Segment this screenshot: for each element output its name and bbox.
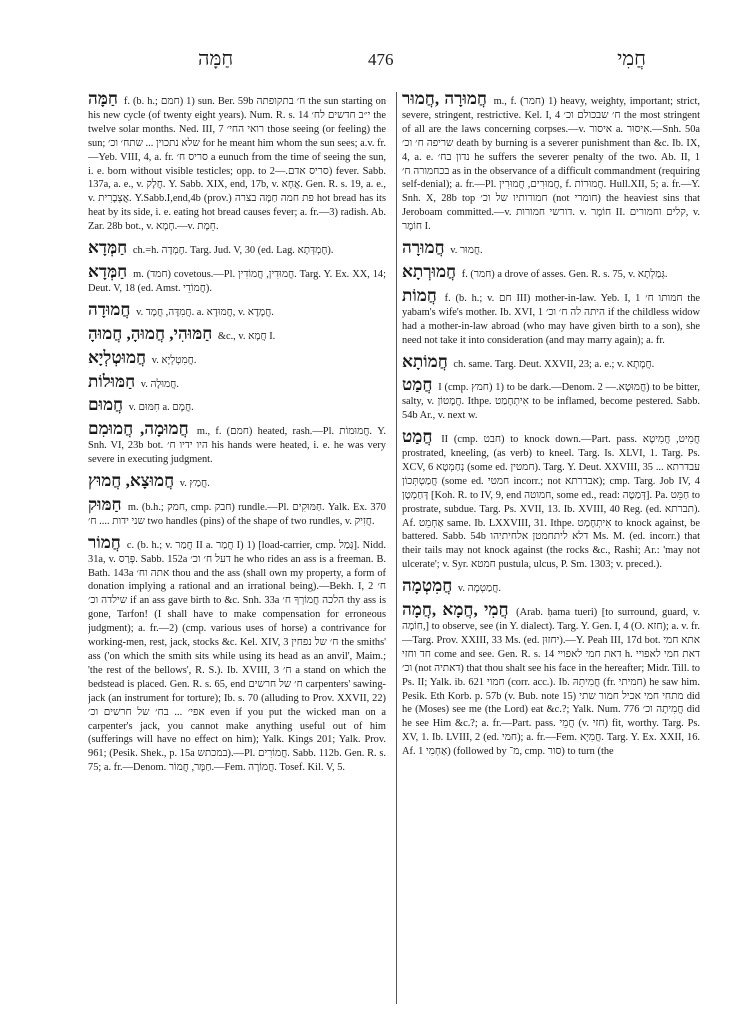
entry-headword: חֲמוּרְתָא xyxy=(402,261,457,281)
entry-headword: חַמּוּק xyxy=(88,494,122,514)
entry-definition: I (cmp. חמץ) 1) to be dark.—Denom. חֲמוּטָא.— 2) to be bitter, salty, v. חֲמָטוֹן. Ithpe. אִיתְחָמַט to be inflamed, become pestered. Sabb. 54b Ar., v. next w. xyxy=(402,382,700,422)
entry-definition: v. חִמּוּם a. חֲמָם. xyxy=(128,402,194,414)
entry-headword: חֲמוּצָא, חֲמוּץ xyxy=(88,471,175,491)
dictionary-entry xyxy=(402,376,700,423)
dictionary-entry xyxy=(88,373,386,392)
entry-headword: חֲמוֹר xyxy=(88,532,121,552)
entry-headword: חֲמוּמָה, חֲמוּמִם xyxy=(88,419,189,439)
dictionary-entry xyxy=(402,428,700,572)
dictionary-entry xyxy=(88,325,386,344)
entry-definition: v. חֲמִדָּה, חֲמָד. a. חֲמוּדָא, v. חֲמָדָא. xyxy=(136,306,274,318)
dictionary-entry xyxy=(402,601,700,759)
entry-headword: חֲמַט xyxy=(402,375,433,395)
entry-definition: m., f. (חמם) heated, rash.—Pl. חֲמוּמוֹת. Y. Snh. VI, 23b bot. היו ידיו ח׳ his hands were heated, i. e. he was very severe in executing judgment. xyxy=(88,426,386,466)
entry-headword: חַמּוּלוֹת xyxy=(88,371,136,391)
entry-definition: f. (b. h.; v. חם III) mother-in-law. Yeb. I, 1 חמותו ח׳ the yabam's wife's mother. Ib. XVI, 1 היתה לה ח׳ וכ׳ if the childless widow had a mother-in-law abroad (who may have given birth to a son), she need not take it into consideration (and may marry again); a. fr. xyxy=(402,292,700,346)
entry-headword: חֲמוּרָה ,חֲמוּר xyxy=(402,90,487,108)
entry-definition: m. (b.h.; חמק, cmp. חבק) rundle.—Pl. חַמּוּקִים. Yalk. Ex. 370 שני ידות .... ח׳ two handles (pins) of the shape of two rundles, v. חֲזִיק. xyxy=(88,501,386,527)
dictionary-entry xyxy=(88,239,386,258)
entry-definition: v. חֲמוּר. xyxy=(450,245,483,257)
dictionary-entry xyxy=(88,496,386,529)
dictionary-entry xyxy=(402,263,700,282)
page-header xyxy=(88,44,706,72)
entry-headword: חֲמוּם xyxy=(88,395,124,415)
entry-definition: m., f. (חמר) 1) heavy, weighty, important; strict, severe, stringent, restrictive. Kel. I, 4 ח׳ שבכולם וכ׳ the most stringent of all are the laws concerning corpses.—v. איסור a. אִיסוּר.—Snh. 50a שריפה ח׳ וכ׳ death by burning is a severer punishment than &c. Ib. IX, 4, a. e. נדון בח׳ he suffers the severer penalty of the two. Ab. II, 1 בכחמורה ח׳ as in the observance of a difficult commandment (requiring self-denial); a. fr.—Pl. חֲמוּרִים, חֲמוּרִין, f. חֲמוּרוֹת. Hull.XII, 5; a. fr.—Y. Snh. X, 28b top חמורותיו של וכ׳ (not חומרי) the heaviest sins that Jeroboam committed.—v. דורשי חמורות. v. חוֹמֶר II. קלים וחמורים, v. חוֹמֶר I. xyxy=(402,96,700,233)
entry-headword: חֲמוּדָה xyxy=(88,299,131,319)
entry-definition: f. (b. h.; חמם) 1) sun. Ber. 59b ח׳ בתקופתה the sun starting on his new cycle (of twenty eight years). Num. R. s. 14 י״ב חדשים לח׳ the twelve solar months. Ned. III, 7 רואי החי׳ those seeing (or feeling) the sun; שלא נתכוין ... שתח׳ וכ׳ for he meant him whom the sun sees; a.v. fr.—Yeb. VIII, 4, a. fr. סריס ח׳ a eunuch from the time of seeing the sun, i. e. born without visible testicles; opp. to סריס אדם.—2) fever. Sabb. 137a, a. e., v. חֲלָק. Y. Sabb. XIX, end, 17b, v. אֲחָא. Gen. R. s. 19, a. e., v. אֲצְבָרִית. Y.Sabb.I,end,4b (prov.) פת חמה חַמָּה בצרה hot bread has its heat by its side, i. e. eating hot bread causes fever; a. fr.—3) radish. Ab. Zar. 28b bot., v. חָמָא.—v. חֵמָת. xyxy=(88,96,386,233)
entry-definition: v. חֲמוּלָה. xyxy=(140,378,179,390)
entry-headword: חַמְּדָא xyxy=(88,261,128,281)
entry-headword: חֲמוֹת xyxy=(402,285,437,305)
right-column xyxy=(402,90,700,1005)
entry-definition: II (cmp. חבט) to knock down.—Part. pass. חֲמִיט, חֲמִיטָא prostrated, kneeling, (as verb) to kneel. Targ. Is. XLVI, 1. Targ. Ps. XCV, 6 נְחַמְטָא (some ed. חמטין). Targ. Y. Deut. XXVIII, 35 עבדרתא ... חֲמַטְתְּכוֹן (some ed. חמטי incorr.; not אבדרתא); cmp. Targ. Job IV, 4 דָּחַמְטָן [Koh. R. to IV, 9, end חמוטה, some ed., read: דְּמַטֶה]. Pa. חַמֵּט to prostrate, subdue. Targ. Ps. XVII, 13. Ib. XVIII, 40 Reg. (ed. תברתא). Af. אַחְמֵט same. Ib. LXXVIII, 31. Ithpe. אִיתְחָמַט to knock against, be battered. Sabb. 54b דלא ליתחמטן אלחיתיהו Ms. M. (ed. incorr.) that their tails may not knock against (the rocks &c., Rashi; Ar.: 'may not ulcerate'; v. Syr. חמטא pustula, ulcus, P. Sm. 1303; v. preced.). xyxy=(402,434,700,571)
dictionary-entry xyxy=(402,287,700,348)
dictionary-entry xyxy=(88,301,386,320)
header-right-word: חֲמִי xyxy=(617,48,646,70)
entry-definition: f. (חמר) a drove of asses. Gen. R. s. 75, v. גְּמַלְתָא. xyxy=(461,268,668,280)
entry-headword: חַמּוּהִי, חֲמוּהָ, חֲמוּהָ xyxy=(88,323,213,343)
dictionary-entry xyxy=(88,472,386,491)
entry-headword: חֲמַט xyxy=(402,427,433,447)
entry-headword: חֲמוֹתָא xyxy=(402,351,448,371)
entry-headword: חֲמוּרָה xyxy=(402,238,445,258)
entry-definition: m. (חמד) covetous.—Pl. חֲמוּדִין, חֲמוֹדִין. Targ. Y. Ex. XX, 14; Deut. V, 18 (ed. Amst. חֲמוֹדֵי). xyxy=(88,268,386,294)
entry-headword: חֲמִי ,חֲמָא ,חֲמָה xyxy=(402,600,509,620)
left-column xyxy=(88,90,386,1005)
entry-definition: v. חֲמִטְלְיָא. xyxy=(151,354,197,366)
column-divider xyxy=(396,92,397,1004)
dictionary-entry xyxy=(88,396,386,415)
dictionary-entry xyxy=(88,420,386,467)
dictionary-entry xyxy=(88,90,386,234)
entry-headword: חַמָּה xyxy=(88,90,118,108)
entry-definition: v. חֲמַץ. xyxy=(179,478,210,490)
dictionary-entry xyxy=(402,353,700,372)
dictionary-entry xyxy=(402,90,700,234)
dictionary-entry xyxy=(402,239,700,258)
page-number: 476 xyxy=(368,50,394,69)
entry-definition: v. חֲמַטְמָה. xyxy=(457,583,501,595)
entry-headword: חֲמוּטְלְיָא xyxy=(88,347,147,367)
dictionary-entry xyxy=(88,349,386,368)
entry-definition: (Arab. ḥama tueri) [to surround, guard, v. חוֹמָה,] to observe, see (in Y. dialect). Targ. Y. Gen. I, 4 (O. חזא); a. v. fr.—Targ. Prov. XXIII, 33 Ms. (ed. יחזוּן).—Y. Peah III, 17d bot. אתא חמי חד וחזי come and see. Gen. R. s. 14 דאת חמי לאפויי h. דאת חמי לאפויי וכ׳ (not דאתיה) that thou shalt see his face in the hereafter; Midr. Till. to Ps. II; Yalk. ib. 621 חמוי (corr. acc.). Ib. חֲמִיתֵהּ (fr. חמיתי) he saw him. Pesik. Eth Korb. p. 57b (v. Bub. note 15) מתחי חמי אכיל חמור שתי did he (Moses) see me (the Lord) eat &c.?; Yalk. Num. 776 חֲמִיתָה וכ׳ did he see Him &c.?; a. fr.—Part. pass. חֲמֵי (v. חזי) fit, worthy. Targ. Ps. XV, 1. Ib. LVIII, 2 (ed. חמי); a. fr.—Fem. חֲמִיָא. Targ. Y. Ex. XXII, 16. Af. אַחְמִי 1) (followed by מ־, cmp. סור) to turn (the xyxy=(402,607,700,758)
entry-headword: חַמְּדָא xyxy=(88,238,128,258)
entry-definition: c. (b. h.; v. חֲמַר II a. חֲמַר I) 1) [load-carrier, cmp. גַּמַל]. Nidd. 31a, v. פְּרַס. Sabb. 152a דעל ח׳ וכ׳ he who rides an ass is a freeman. B. Bath. 143a אתה וח׳ thou and the ass (shall own my property, a form of donation implying a rational and an irrational being).—Bekh. I, 2 ח׳ שילדה וכ׳ if an ass gave birth to &c. Snh. 33a הלכה חֲמוֹרְךָ ח׳ thy ass is gone, Tarfon! (I shall have to make compensation for erroneous judgment); a. fr.—2) (cmp. various uses of horse) a contrivance for working-men, rest, jack, stocks &c. Kel. XIV, 3 ח׳ של נפחין the smiths' ass ('on which the smith sits while using its head as an anvil', Maim.; 'the rest of the bellows', R. S.). Ib. XVIII, 3 ח׳ a stand on which the bedstead is placed. Gen. R. s. 65, end ח׳ של חרשים carpenters' sawing-jack (an instrument for torture); Ib. s. 70 (alluding to Prov. XXVII, 22) אפי׳ ... בח׳ של חרשים וכ׳ even if you put the wicked man on a carpenter's jack, you cannot make anything useful out of him (sufferings will have no effect on him); Yalk. Kings 201; Yalk. Prov. 961; (Pesik. Shek., p. 15a במכתש).—Pl. חֲמוֹרִים. Sabb. 112b. Gen. R. s. 75; a. fr.—Denom. חַמָּר, חֲמוֹר.—Fem. חֲמוֹרָה. Tosef. Kil. V, 5. xyxy=(88,539,386,774)
header-left-word: חַמָּה xyxy=(198,48,234,70)
dictionary-entry xyxy=(88,263,386,296)
entry-headword: חֲמִטְמָה xyxy=(402,576,453,596)
dictionary-entry xyxy=(402,577,700,596)
dictionary-entry xyxy=(88,534,386,775)
entry-definition: ch.=h. חֶמְדָה. Targ. Jud. V, 30 (ed. Lag. חֶמְדְּתָא). xyxy=(132,245,334,257)
entry-definition: &c., v. חֲמָא I. xyxy=(217,330,276,342)
entry-definition: ch. same. Targ. Deut. XXVII, 23; a. e.; v. חֲמָתָא. xyxy=(453,358,655,370)
